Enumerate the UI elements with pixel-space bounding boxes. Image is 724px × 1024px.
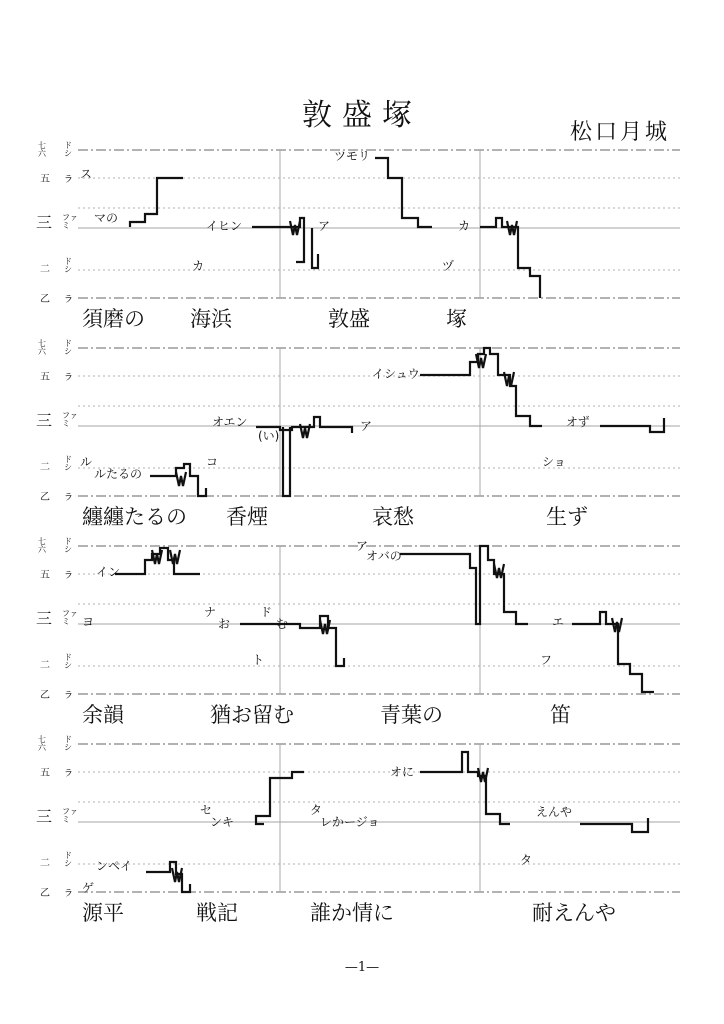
kana-syllable: ア [318, 219, 331, 233]
kana-syllable: セ [200, 803, 213, 817]
pitch-contour-line [580, 818, 648, 832]
kana-syllable: レかージョ [320, 815, 380, 829]
kana-syllable: イヒン [206, 219, 243, 233]
pitch-label-ni: 二 [40, 660, 50, 671]
lyric-phrase: 余韻 [82, 703, 124, 727]
kana-syllable: オず [566, 415, 590, 429]
pitch-label-otsu: 乙 [40, 888, 50, 899]
kana-syllable: ナ [204, 605, 217, 619]
pitch-label-fa-mi: ファミ [62, 609, 78, 626]
pitch-label-ra: ラ [64, 769, 74, 779]
vibrato-mark [507, 221, 517, 235]
kana-syllable: エ [552, 615, 565, 629]
lyric-phrase: 戦記 [196, 901, 238, 925]
vibrato-mark [494, 564, 504, 578]
kana-syllable: オに [390, 765, 415, 779]
kana-syllable: タ [520, 853, 533, 867]
kana-syllable: ヨ [82, 615, 95, 629]
lyric-phrase: 誰か情に [310, 901, 394, 925]
pitch-label-ra: ラ [64, 175, 74, 185]
pitch-label-fa-mi: ファミ [62, 411, 78, 428]
vibrato-mark [320, 620, 330, 634]
pitch-label-san: 三 [36, 411, 53, 430]
pitch-label-ra: ラ [64, 571, 74, 581]
author-name: 松口月城 [569, 120, 670, 145]
pitch-label-do-si-low: ドシ [64, 851, 72, 868]
kana-syllable: ア [356, 539, 369, 553]
pitch-contour-line [420, 752, 510, 824]
kana-syllable: (い) [258, 429, 280, 443]
kana-syllable: ツモリ [334, 149, 371, 163]
lyric-phrase: 須磨の [82, 307, 145, 331]
kana-syllable: ド [260, 605, 273, 619]
lyric-phrase: 生ず [546, 505, 588, 529]
staff-system-4 [36, 734, 680, 925]
kana-syllable: お [218, 617, 231, 631]
kana-syllable: ル [80, 455, 93, 469]
pitch-label-do-si-low: ドシ [64, 455, 72, 472]
kana-syllable: ンキ [210, 815, 235, 829]
kana-syllable: タ [310, 803, 323, 817]
kana-syllable: ショ [542, 455, 566, 469]
lyric-phrase: 哀愁 [372, 505, 414, 529]
pitch-label-ra-low: ラ [64, 889, 74, 899]
pitch-contour-line [292, 218, 304, 262]
pitch-label-do-si: ドシ [64, 735, 72, 752]
pitch-label-fa-mi: ファミ [62, 213, 78, 230]
pitch-label-go: 五 [40, 372, 50, 383]
kana-syllable: カ [458, 219, 471, 233]
kana-syllable: えんや [536, 805, 573, 819]
pitch-label-go: 五 [40, 174, 50, 185]
kana-syllable: ルたるの [94, 467, 143, 481]
staff-system-1 [36, 140, 680, 331]
pitch-label-san: 三 [36, 213, 53, 232]
pitch-contour-line [600, 418, 664, 432]
pitch-label-ra-low: ラ [64, 493, 74, 503]
pitch-label-shichi-roku: 七六 [38, 735, 46, 752]
kana-syllable: ア [360, 419, 373, 433]
pitch-label-shichi-roku: 七六 [38, 537, 46, 554]
pitch-label-san: 三 [36, 807, 53, 826]
pitch-label-do-si-low: ドシ [64, 653, 72, 670]
pitch-contour-line [146, 862, 190, 892]
kana-syllable: コ [206, 455, 219, 469]
kana-syllable: ゲ [82, 881, 95, 895]
pitch-contour-line [130, 178, 183, 227]
pitch-label-shichi-roku: 七六 [38, 339, 46, 356]
lyric-phrase: 纏纏たるの [82, 505, 187, 529]
pitch-label-san: 三 [36, 609, 53, 628]
vibrato-mark [476, 354, 486, 368]
pitch-label-otsu: 乙 [40, 294, 50, 305]
kana-syllable: イシュウ [372, 367, 420, 381]
pitch-label-otsu: 乙 [40, 690, 50, 701]
pitch-contour-line [400, 546, 528, 624]
document-title: 敦盛塚 [302, 98, 422, 133]
pitch-label-do-si-low: ドシ [64, 257, 72, 274]
pitch-contour-line [312, 228, 318, 268]
kana-syllable: ト [252, 653, 265, 667]
kana-syllable: ンペイ [96, 859, 133, 873]
kana-syllable: む [276, 617, 289, 631]
pitch-contour-line [375, 158, 432, 227]
kana-syllable: ス [80, 167, 93, 181]
staff-system-2 [36, 338, 680, 529]
pitch-label-ni: 二 [40, 264, 50, 275]
pitch-label-ra-low: ラ [64, 691, 74, 701]
kana-syllable: マの [94, 211, 119, 225]
lyric-phrase: 青葉の [380, 703, 443, 727]
pitch-label-ra: ラ [64, 373, 74, 383]
kana-syllable: オエン [212, 415, 248, 429]
lyric-phrase: 源平 [82, 901, 124, 925]
pitch-label-shichi-roku: 七六 [38, 141, 46, 158]
pitch-label-do-si: ドシ [64, 339, 72, 356]
lyric-phrase: 塚 [446, 307, 467, 331]
lyric-phrase: 笛 [550, 703, 571, 727]
pitch-label-otsu: 乙 [40, 492, 50, 503]
staff-system-3 [36, 536, 680, 727]
pitch-label-do-si: ドシ [64, 141, 72, 158]
pitch-label-fa-mi: ファミ [62, 807, 78, 824]
page-number: —1— [344, 960, 380, 975]
lyric-phrase: 敦盛 [328, 307, 370, 331]
pitch-contour-line [283, 427, 290, 496]
pitch-label-go: 五 [40, 768, 50, 779]
vibrato-mark [176, 472, 186, 486]
vibrato-mark [152, 550, 162, 564]
lyric-phrase: 香煙 [226, 505, 268, 529]
lyric-phrase: 耐えんや [532, 901, 616, 925]
kana-syllable: フ [540, 653, 553, 667]
lyric-phrase: 海浜 [190, 307, 232, 331]
kana-syllable: イン [96, 565, 121, 579]
vibrato-mark [290, 221, 300, 235]
lyric-phrase: 猶お留む [210, 703, 294, 727]
kana-syllable: ヅ [442, 259, 455, 273]
pitch-label-ni: 二 [40, 462, 50, 473]
pitch-label-go: 五 [40, 570, 50, 581]
vibrato-mark [478, 768, 488, 782]
kana-syllable: カ [192, 259, 205, 273]
pitch-label-ra-low: ラ [64, 295, 74, 305]
pitch-label-ni: 二 [40, 858, 50, 869]
pitch-label-do-si: ドシ [64, 537, 72, 554]
kana-syllable: オバの [366, 549, 402, 563]
